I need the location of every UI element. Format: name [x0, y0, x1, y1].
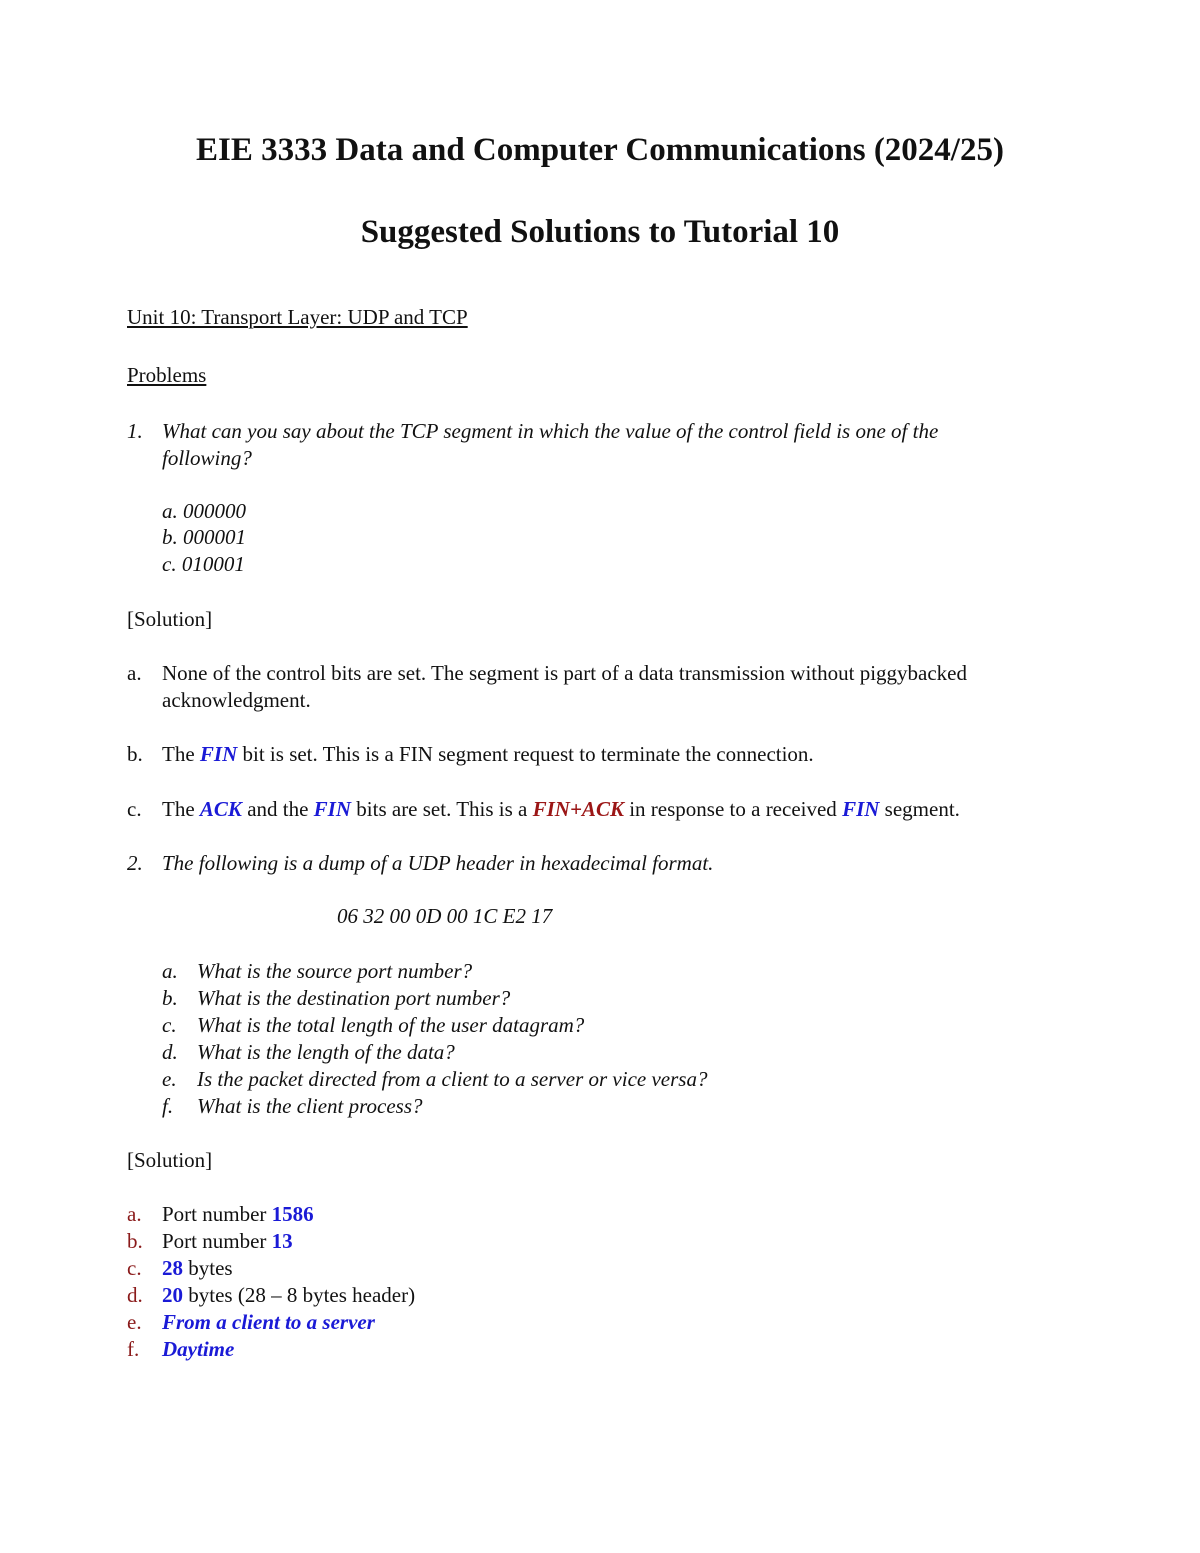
q2-item-a-label: a. — [162, 959, 178, 983]
q1-option-c: c. 010001 — [162, 552, 245, 576]
ack-term: ACK — [199, 797, 242, 821]
s1-b-label: b. — [127, 742, 143, 766]
s2-d-label: d. — [127, 1283, 143, 1307]
fin-term: FIN — [199, 742, 238, 766]
q1-option-a: a. 000000 — [162, 499, 246, 523]
document-title: EIE 3333 Data and Computer Communications (2024/25) — [196, 132, 1004, 168]
udp-hex-dump: 06 32 00 0D 00 1C E2 17 — [337, 904, 553, 928]
q1-number: 1. — [127, 419, 143, 443]
q2-number: 2. — [127, 851, 143, 875]
s2-a-text: Port number 1586 — [162, 1202, 314, 1226]
s2-c-label: c. — [127, 1256, 142, 1280]
q2-item-a: What is the source port number? — [197, 959, 473, 983]
q2-item-b: What is the destination port number? — [197, 986, 511, 1010]
s1-a-label: a. — [127, 661, 142, 685]
s2-f-label: f. — [127, 1337, 140, 1361]
q2-item-d-label: d. — [162, 1040, 178, 1064]
solution-label-2: [Solution] — [127, 1148, 213, 1172]
q1-text-line1: What can you say about the TCP segment in which the value of the control field is one of the — [162, 419, 939, 443]
q2-text: The following is a dump of a UDP header in hexadecimal format. — [162, 851, 714, 875]
q1-text-line2: following? — [162, 446, 252, 470]
q1-option-b: b. 000001 — [162, 525, 246, 549]
s1-c-label: c. — [127, 797, 142, 821]
answer-value: 28 — [162, 1256, 183, 1280]
s2-d-text: 20 bytes (28 – 8 bytes header) — [162, 1283, 416, 1307]
answer-value: 1586 — [271, 1202, 314, 1226]
q2-item-f-label: f. — [162, 1094, 174, 1118]
fin-term: FIN — [313, 797, 352, 821]
fin-term: FIN — [842, 797, 880, 821]
s2-c-text: 28 bytes — [162, 1256, 233, 1280]
s2-e-text: From a client to a server — [162, 1310, 375, 1334]
answer-value: 20 — [162, 1283, 183, 1307]
s1-a-line1: None of the control bits are set. The segment is part of a data transmission without piggybacked — [162, 661, 968, 685]
q2-item-d: What is the length of the data? — [197, 1040, 455, 1064]
s1-b-text: The FIN bit is set. This is a FIN segment request to terminate the connection. — [162, 742, 814, 766]
q2-item-b-label: b. — [162, 986, 178, 1010]
answer-value: 13 — [271, 1229, 293, 1253]
q2-item-c: What is the total length of the user datagram? — [197, 1013, 585, 1037]
s2-f-text: Daytime — [162, 1337, 235, 1361]
problems-heading: Problems — [127, 363, 207, 387]
s2-b-text: Port number 13 — [162, 1229, 293, 1253]
q2-item-c-label: c. — [162, 1013, 177, 1037]
unit-heading: Unit 10: Transport Layer: UDP and TCP — [127, 305, 468, 329]
finack-term: FIN+ACK — [532, 797, 624, 821]
solution-label-1: [Solution] — [127, 607, 213, 631]
q2-item-e-label: e. — [162, 1067, 177, 1091]
s2-e-label: e. — [127, 1310, 142, 1334]
q2-item-f: What is the client process? — [197, 1094, 423, 1118]
document-subtitle: Suggested Solutions to Tutorial 10 — [360, 214, 840, 250]
s2-b-label: b. — [127, 1229, 143, 1253]
s2-a-label: a. — [127, 1202, 142, 1226]
s1-a-line2: acknowledgment. — [162, 688, 311, 712]
q2-item-e: Is the packet directed from a client to a server or vice versa? — [197, 1067, 708, 1091]
s1-c-text: The ACK and the FIN bits are set. This is a FIN+ACK in response to a received FIN segment. — [162, 797, 960, 821]
